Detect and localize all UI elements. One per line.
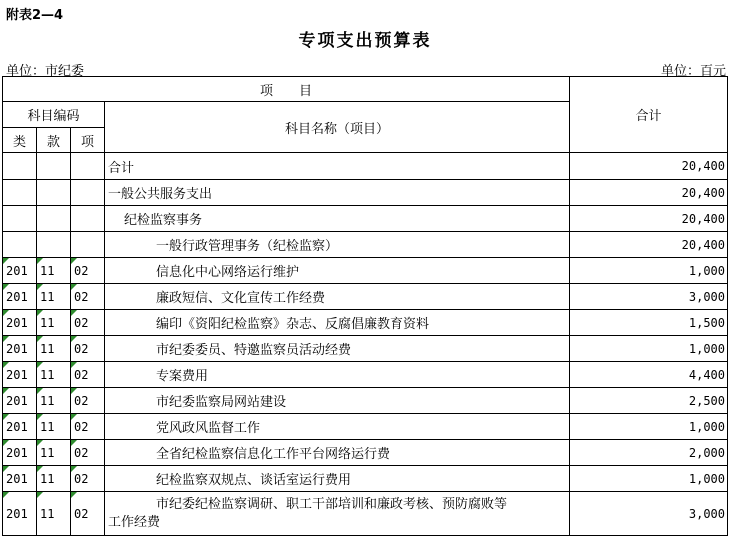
item-amount: 1,000 — [570, 414, 728, 440]
table-row — [3, 492, 728, 536]
table-row — [3, 466, 728, 492]
table-row — [3, 336, 728, 362]
code-kuan: 11 — [37, 466, 71, 492]
code-xiang: 02 — [71, 388, 105, 414]
table-row — [3, 180, 728, 206]
code-lei: 201 — [3, 492, 37, 536]
item-amount: 1,000 — [570, 466, 728, 492]
code-xiang — [71, 180, 105, 206]
code-lei: 201 — [3, 414, 37, 440]
table-row — [3, 414, 728, 440]
code-xiang: 02 — [71, 284, 105, 310]
header-row-1 — [3, 77, 728, 102]
code-lei: 201 — [3, 362, 37, 388]
code-lei: 201 — [3, 284, 37, 310]
code-kuan — [37, 180, 71, 206]
code-xiang: 02 — [71, 440, 105, 466]
table-row — [3, 362, 728, 388]
code-lei — [3, 153, 37, 180]
code-xiang: 02 — [71, 258, 105, 284]
item-name: 专案费用 — [105, 362, 570, 388]
item-name: 信息化中心网络运行维护 — [105, 258, 570, 284]
item-amount: 3,000 — [570, 284, 728, 310]
item-name: 一般行政管理事务（纪检监察） — [105, 232, 570, 258]
item-amount: 3,000 — [570, 492, 728, 536]
code-lei: 201 — [3, 466, 37, 492]
item-amount: 1,000 — [570, 258, 728, 284]
header-kuan: 款 — [37, 128, 71, 153]
item-name: 廉政短信、文化宣传工作经费 — [105, 284, 570, 310]
item-amount: 2,500 — [570, 388, 728, 414]
code-lei: 201 — [3, 258, 37, 284]
table-row — [3, 284, 728, 310]
item-name: 党风政风监督工作 — [105, 414, 570, 440]
page-title: 专项支出预算表 — [298, 31, 432, 51]
code-kuan — [37, 153, 71, 180]
header-code-group: 科目编码 — [3, 102, 105, 128]
table-row — [3, 388, 728, 414]
item-name: 市纪委委员、特邀监察员活动经费 — [105, 336, 570, 362]
header-total: 合计 — [570, 77, 728, 153]
code-xiang — [71, 206, 105, 232]
code-kuan: 11 — [37, 310, 71, 336]
item-amount: 20,400 — [570, 180, 728, 206]
code-lei — [3, 232, 37, 258]
code-kuan — [37, 232, 71, 258]
code-xiang: 02 — [71, 336, 105, 362]
item-amount: 1,000 — [570, 336, 728, 362]
item-name: 编印《资阳纪检监察》杂志、反腐倡廉教育资料 — [105, 310, 570, 336]
code-lei: 201 — [3, 336, 37, 362]
item-name-line1: 市纪委纪检监察调研、职工干部培训和廉政考核、预防腐败等 — [156, 496, 508, 512]
item-amount: 4,400 — [570, 362, 728, 388]
code-xiang: 02 — [71, 466, 105, 492]
code-kuan: 11 — [37, 440, 71, 466]
code-kuan: 11 — [37, 258, 71, 284]
table-row — [3, 232, 728, 258]
unit-label-right: 单位：百元 — [660, 64, 726, 79]
code-kuan: 11 — [37, 362, 71, 388]
code-lei: 201 — [3, 440, 37, 466]
item-name — [105, 492, 570, 536]
table-row — [3, 440, 728, 466]
code-kuan: 11 — [37, 414, 71, 440]
code-xiang — [71, 232, 105, 258]
item-name: 纪检监察事务 — [105, 206, 570, 232]
item-amount: 2,000 — [570, 440, 728, 466]
code-kuan: 11 — [37, 284, 71, 310]
header-name: 科目名称（项目） — [105, 102, 570, 153]
unit-label-left: 单位：市纪委 — [6, 64, 85, 79]
table-row — [3, 153, 728, 180]
code-kuan: 11 — [37, 336, 71, 362]
table-row — [3, 310, 728, 336]
code-xiang: 02 — [71, 362, 105, 388]
code-xiang: 02 — [71, 414, 105, 440]
item-amount: 20,400 — [570, 153, 728, 180]
item-amount: 1,500 — [570, 310, 728, 336]
code-lei: 201 — [3, 388, 37, 414]
budget-table — [2, 76, 728, 536]
code-lei — [3, 180, 37, 206]
code-xiang — [71, 153, 105, 180]
item-name: 全省纪检监察信息化工作平台网络运行费 — [105, 440, 570, 466]
item-amount: 20,400 — [570, 232, 728, 258]
item-name: 一般公共服务支出 — [105, 180, 570, 206]
code-kuan: 11 — [37, 492, 71, 536]
header-lei: 类 — [3, 128, 37, 153]
item-amount: 20,400 — [570, 206, 728, 232]
header-item: 项 目 — [3, 77, 570, 102]
item-name: 市纪委监察局网站建设 — [105, 388, 570, 414]
code-lei — [3, 206, 37, 232]
code-xiang: 02 — [71, 492, 105, 536]
table-row — [3, 258, 728, 284]
code-xiang: 02 — [71, 310, 105, 336]
document-number: 附表2—4 — [6, 8, 64, 23]
header-xiang: 项 — [71, 128, 105, 153]
table-row — [3, 206, 728, 232]
item-name: 合计 — [105, 153, 570, 180]
code-kuan — [37, 206, 71, 232]
item-name-line2: 工作经费 — [108, 514, 161, 530]
code-kuan: 11 — [37, 388, 71, 414]
item-name: 纪检监察双规点、谈话室运行费用 — [105, 466, 570, 492]
code-lei: 201 — [3, 310, 37, 336]
